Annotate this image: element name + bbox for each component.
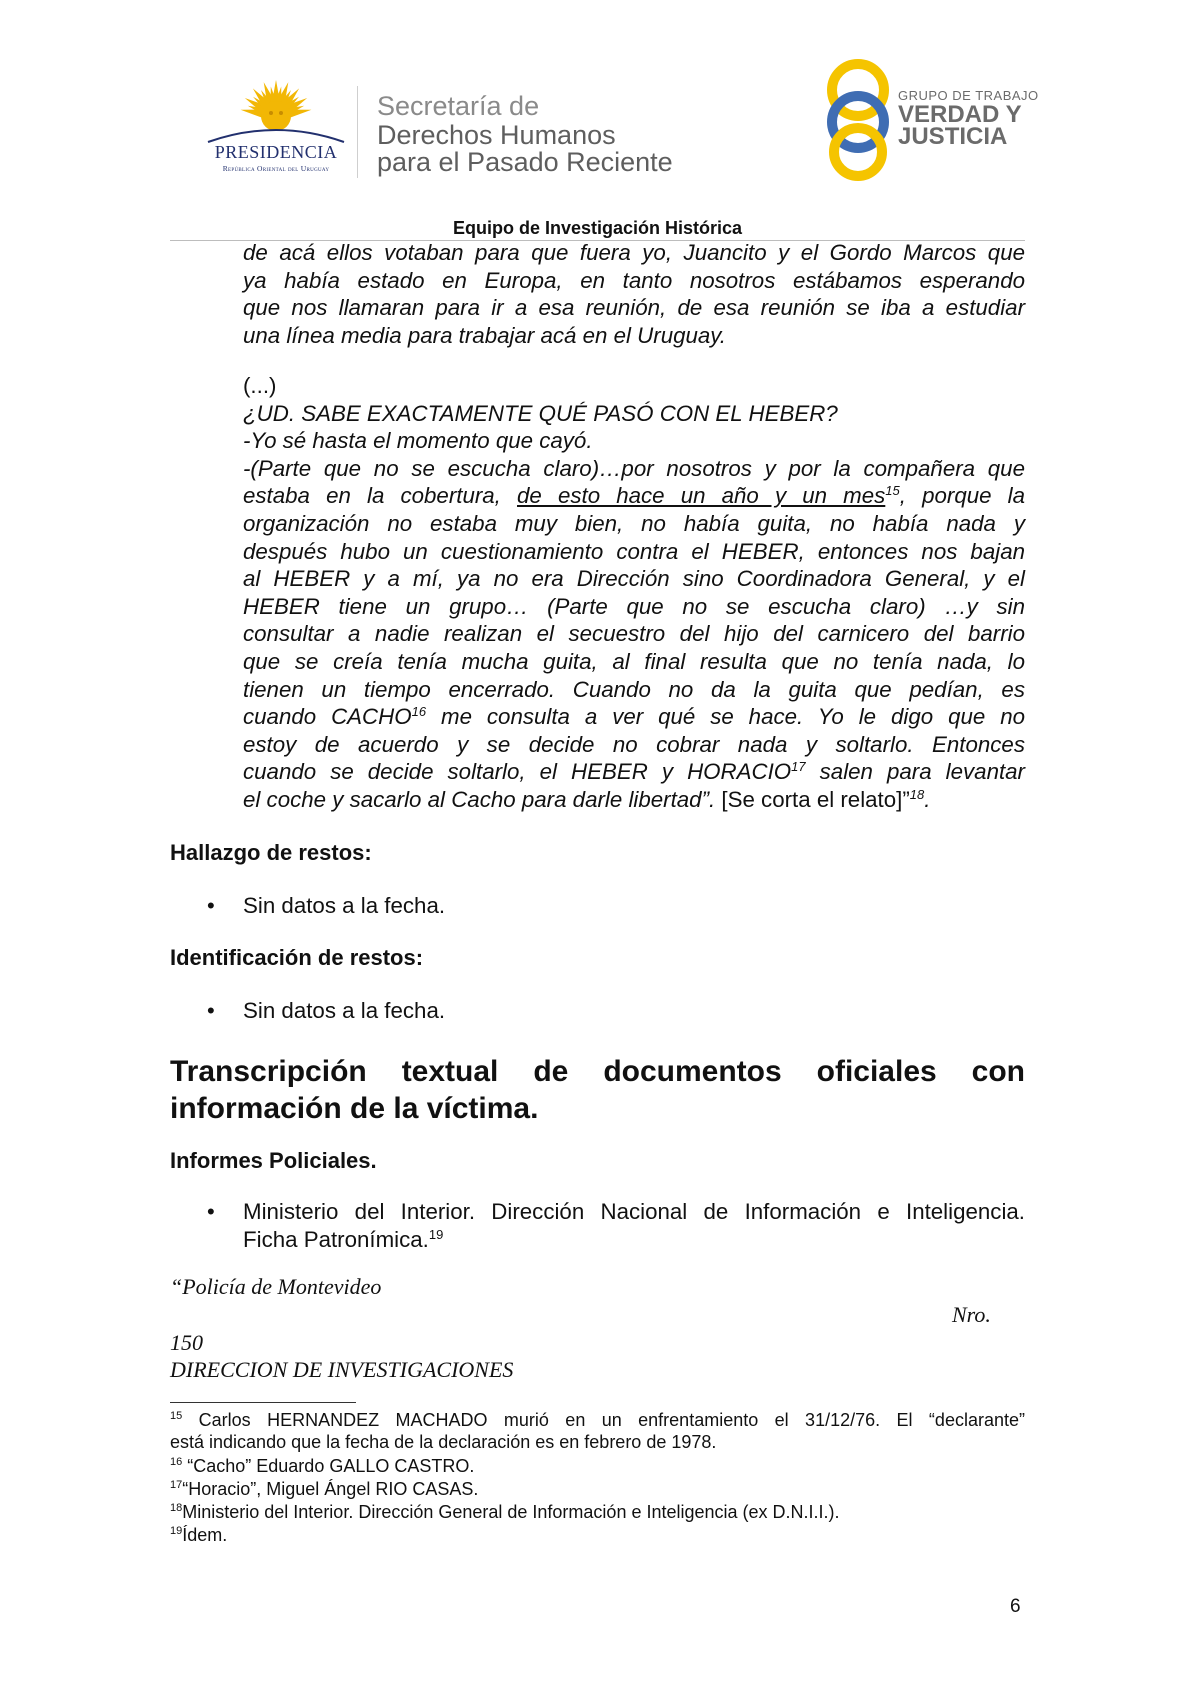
- text-run: cuando CACHO: [243, 704, 412, 730]
- secretaria-line-1: Secretaría de: [377, 91, 540, 121]
- quote-line: HEBER tiene un grupo… (Parte que no se escucha claro) …y sin: [243, 593, 1025, 619]
- quote-line-fn18: [243, 786, 1025, 814]
- footnote-17: [170, 1478, 1025, 1500]
- footnote-ref-16: 16: [411, 704, 427, 720]
- quote-line: consultar a nadie realizan el secuestro del hijo del carnicero del barrio: [243, 621, 1025, 647]
- quote-dialogue: [243, 372, 1025, 814]
- text-run: me consulta a ver qué se hace. Yo le digo que no: [426, 704, 1025, 730]
- quote-line: ya había estado en Europa, en tanto nosotros estábamos esperando: [243, 267, 1025, 293]
- header-separator: [357, 86, 358, 178]
- doc-policia-line: “Policía de Montevideo: [170, 1274, 382, 1299]
- presidencia-sun-logo: [196, 78, 356, 178]
- footnote-text: Carlos HERNANDEZ MACHADO murió en un enfrentamiento el 31/12/76. El “declarante”: [198, 1410, 1025, 1430]
- hallazgo-item: Sin datos a la fecha.: [243, 893, 446, 918]
- quote-line: que se creía tenía mucha guita, al final resulta que no tenía nada, lo: [243, 648, 1025, 674]
- footnote-ref-15: 15: [885, 483, 900, 499]
- footnote-num: 19: [170, 1525, 183, 1537]
- footnote-ref-19: 19: [428, 1226, 444, 1242]
- text-run: , porque la: [899, 483, 1025, 509]
- doc-nro: Nro.: [952, 1302, 991, 1327]
- quote-line: al HEBER y a mí, ya no era Dirección sino Coordinadora General, y el: [243, 566, 1025, 592]
- team-title: Equipo de Investigación Histórica: [452, 218, 743, 238]
- text-run: cuando se decide soltarlo, el HEBER y HORACIO: [243, 759, 792, 785]
- underlined-text: de esto hace un año y un mes: [517, 483, 886, 509]
- bullet-icon: •: [207, 998, 215, 1023]
- text-run: estaba en la cobertura,: [243, 483, 518, 509]
- grupo-trabajo-label: GRUPO DE TRABAJO: [898, 88, 1039, 103]
- quote-line: organización no estaba muy bien, no había guita, no había nada y: [243, 510, 1025, 536]
- doc-number: 150: [170, 1330, 203, 1355]
- footnote-15: [170, 1409, 1025, 1453]
- quote-line: tienen un tiempo encerrado. Cuando no da la guita que pedían, es: [243, 676, 1025, 702]
- verdad-label: VERDAD Y: [898, 101, 1022, 128]
- page-number: 6: [1010, 1596, 1021, 1617]
- informes-heading: Informes Policiales.: [170, 1148, 377, 1173]
- footnote-18: [170, 1501, 1025, 1523]
- footnote-num: 16: [170, 1456, 183, 1468]
- footnote-line: está indicando que la fecha de la declaración es en febrero de 1978.: [170, 1432, 717, 1452]
- footnote-ref-17: 17: [791, 759, 806, 775]
- informes-line: Ministerio del Interior. Dirección Nacional de Información e Inteligencia.: [243, 1199, 1025, 1224]
- footnote-19: [170, 1524, 1025, 1546]
- footnote-text: Ídem.: [182, 1525, 228, 1545]
- secretaria-line-3: para el Pasado Reciente: [377, 147, 673, 177]
- quote-line: de acá ellos votaban para que fuera yo, Juancito y el Gordo Marcos que: [243, 240, 1025, 265]
- quote-line-fn17: [243, 758, 1025, 786]
- question-line: ¿UD. SABE EXACTAMENTE QUÉ PASÓ CON EL HEBER?: [243, 400, 838, 426]
- identificacion-heading: Identificación de restos:: [170, 945, 424, 970]
- footnote-num: 15: [170, 1410, 183, 1422]
- heading-line: información de la víctima.: [170, 1092, 539, 1125]
- presidencia-wordmark: PRESIDENCIA: [214, 142, 338, 162]
- text-run: Ficha Patronímica.: [243, 1226, 429, 1252]
- text-run: .: [924, 786, 931, 812]
- answer-line: -Yo sé hasta el momento que cayó.: [243, 428, 593, 454]
- bullet-icon: •: [207, 893, 215, 918]
- bullet-icon: •: [207, 1199, 215, 1224]
- justicia-label: JUSTICIA: [898, 123, 1008, 150]
- quote-line: después hubo un cuestionamiento contra el HEBER, entonces nos bajan: [243, 538, 1025, 564]
- text-run: [Se corta el relato]”: [715, 786, 910, 812]
- secretaria-line-2: Derechos Humanos: [377, 120, 616, 150]
- footnote-rule: [170, 1402, 356, 1403]
- informes-item: [243, 1198, 1025, 1253]
- heading-line: Transcripción textual de documentos oficiales con: [170, 1055, 1025, 1088]
- footnote-num: 17: [170, 1479, 183, 1491]
- footnote-16: [170, 1455, 1025, 1477]
- footnote-line: [170, 1409, 1025, 1431]
- footnote-ref-18: 18: [909, 786, 925, 802]
- text-run: salen para levantar: [805, 759, 1025, 785]
- quote-line-fn16: [243, 703, 1025, 731]
- informes-line-fn19: [243, 1226, 1025, 1254]
- footnote-text: Ministerio del Interior. Dirección General de Información e Inteligencia (ex D.N.I.I.).: [182, 1502, 840, 1522]
- footnote-text: “Cacho” Eduardo GALLO CASTRO.: [182, 1456, 475, 1476]
- quote-line: que nos llamaran para ir a esa reunión, de esa reunión se iba a estudiar: [243, 295, 1025, 321]
- footnote-text: “Horacio”, Miguel Ángel RIO CASAS.: [182, 1479, 479, 1499]
- quote-line: una línea media para trabajar acá en el Uruguay.: [243, 322, 726, 348]
- quote-line-fn15: [243, 482, 1025, 510]
- hallazgo-heading: Hallazgo de restos:: [170, 840, 372, 865]
- transcripcion-heading: [170, 1053, 1025, 1127]
- ellipsis: (...): [243, 373, 277, 398]
- doc-direccion: DIRECCION DE INVESTIGACIONES: [170, 1357, 514, 1382]
- quote-line: -(Parte que no se escucha claro)…por nosotros y por la compañera que: [243, 455, 1025, 481]
- presidencia-subtitle: República Oriental del Uruguay: [222, 164, 330, 173]
- quote-top-paragraph: [243, 239, 1025, 349]
- quote-line: estoy de acuerdo y se decide no cobrar nada y soltarlo. Entonces: [243, 731, 1025, 757]
- text-run: el coche y sacarlo al Cacho para darle libertad”.: [243, 786, 716, 812]
- footnote-num: 18: [170, 1502, 183, 1514]
- identificacion-item: Sin datos a la fecha.: [243, 998, 446, 1023]
